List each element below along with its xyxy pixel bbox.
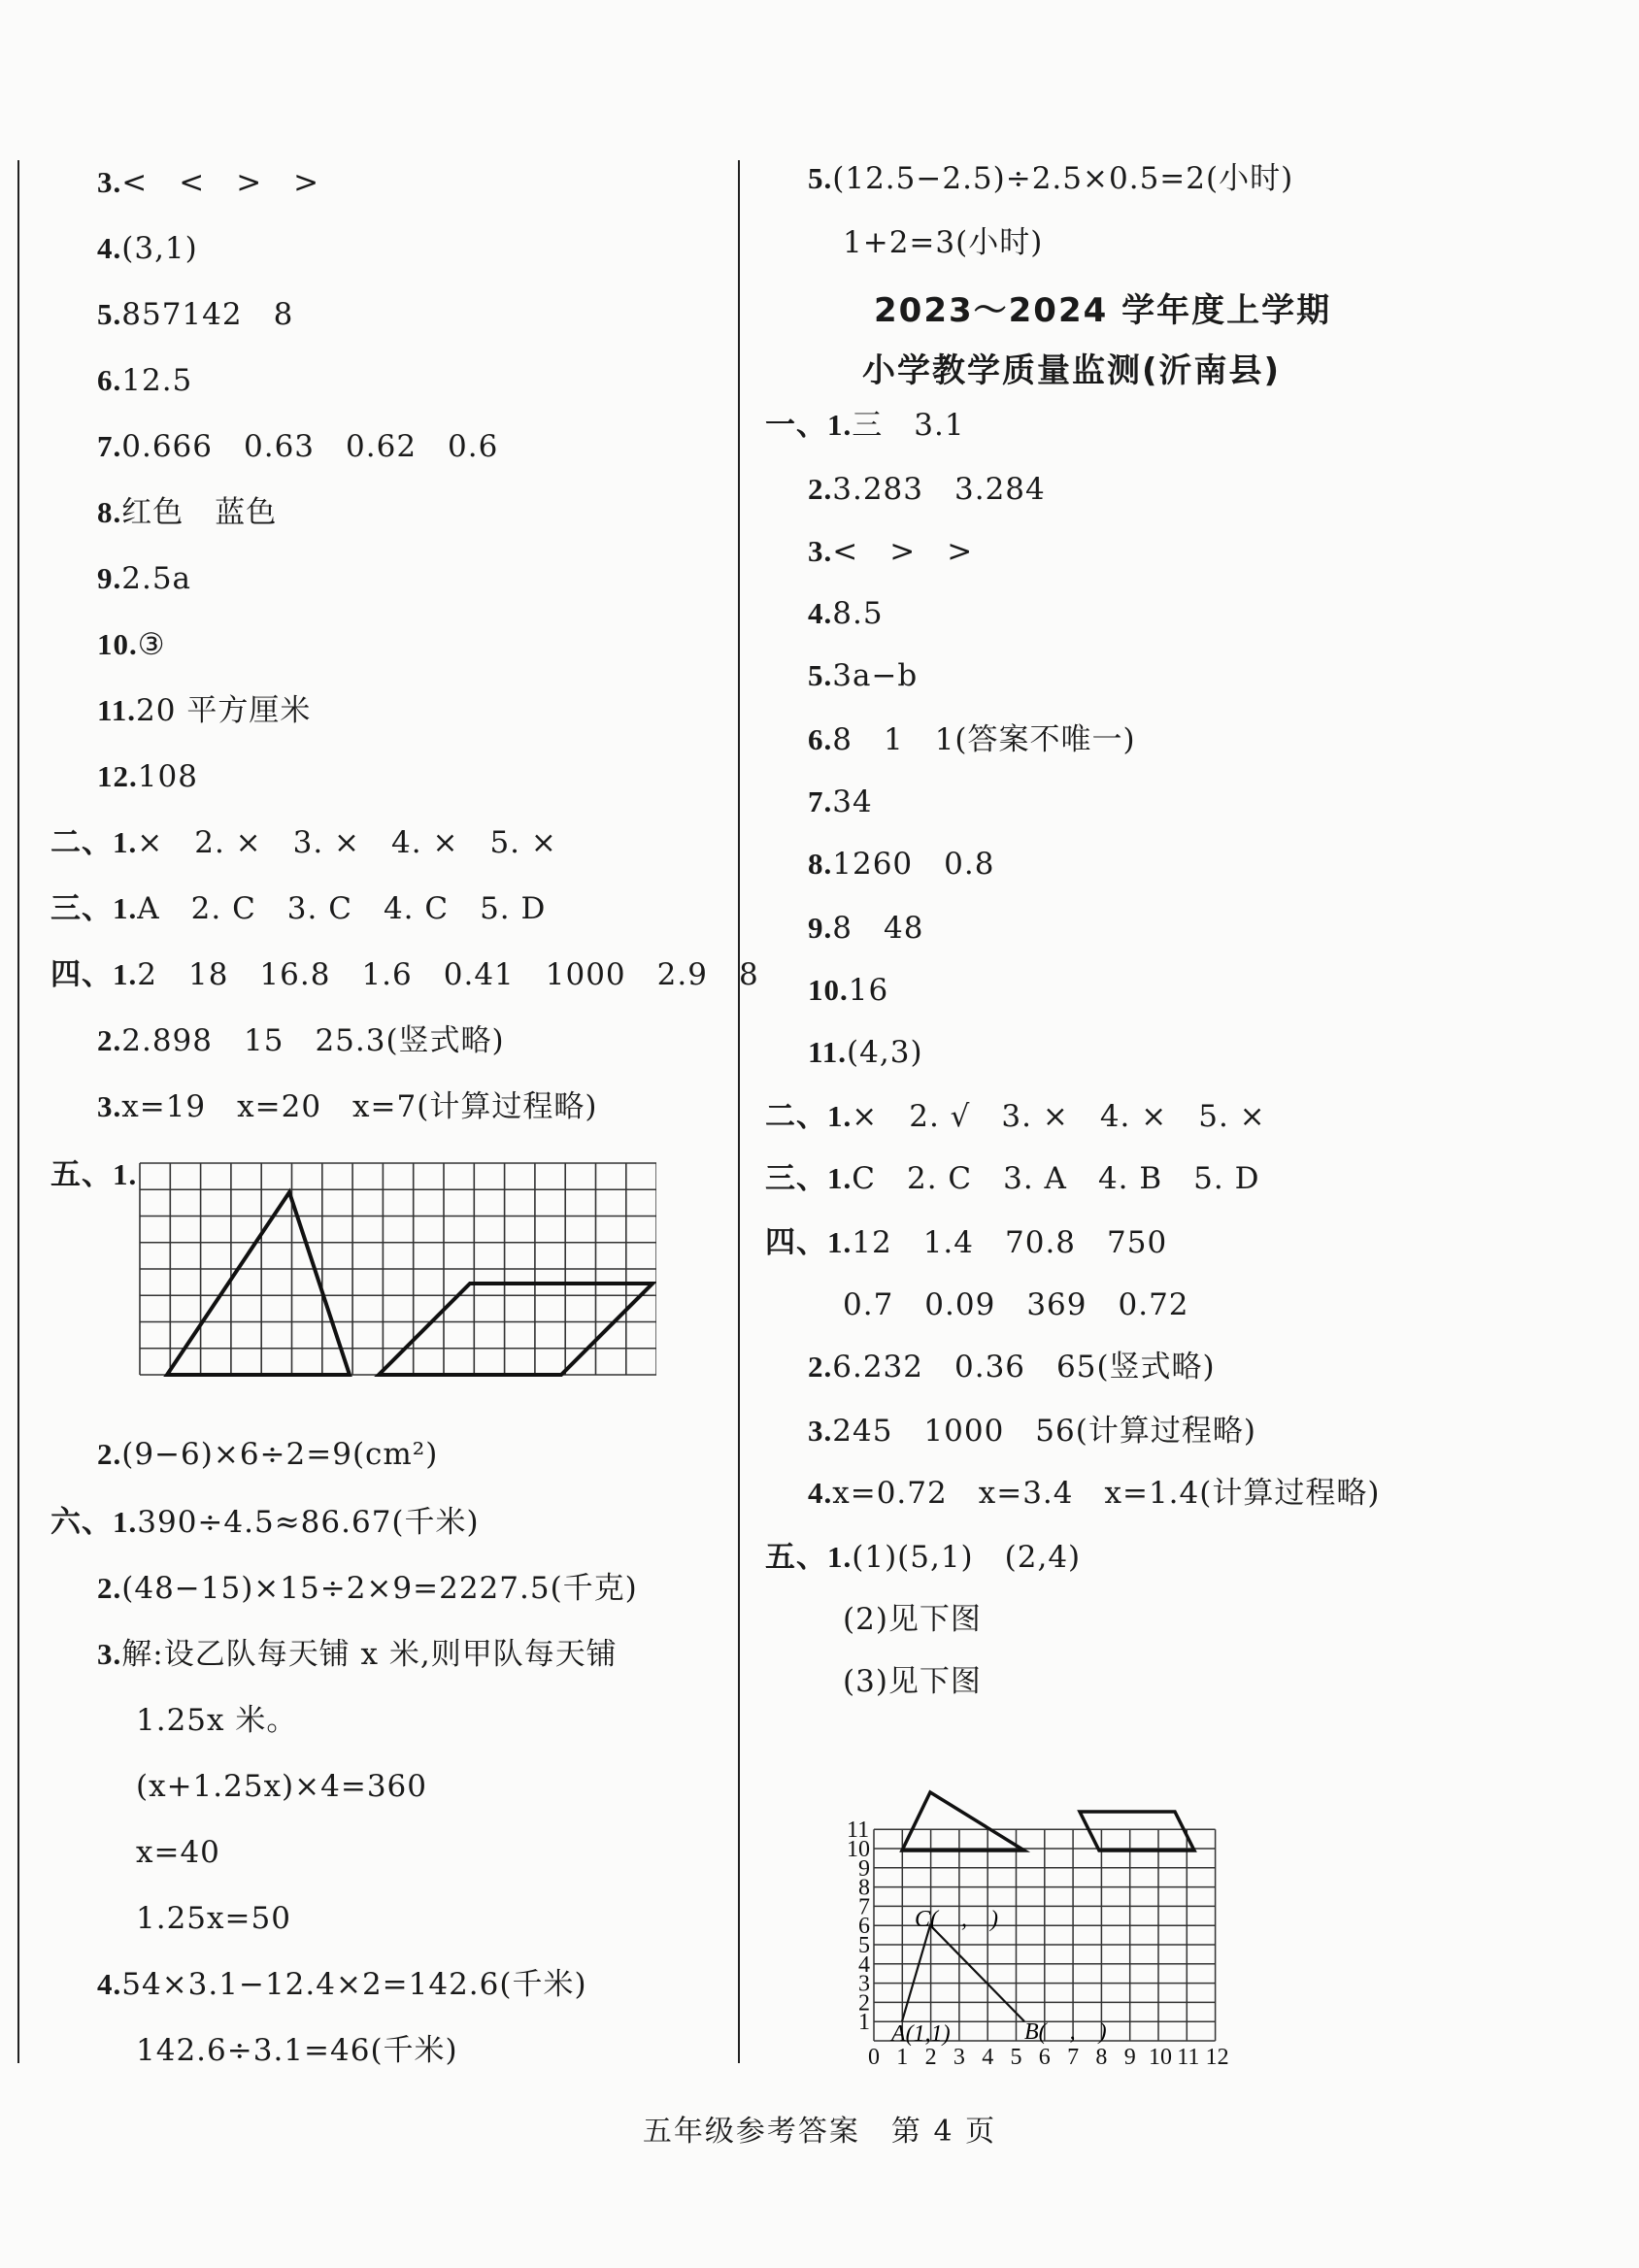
- x-tick-label: 1: [896, 2045, 909, 2070]
- answer-line: 4.(3,1): [97, 231, 198, 266]
- y-tick-label: 8: [858, 1875, 870, 1901]
- answer-line: 五、1.: [50, 1157, 138, 1191]
- y-tick-label: 9: [858, 1855, 870, 1882]
- answer-line: 1.25x 米。: [136, 1703, 298, 1738]
- y-tick-label: 11: [847, 1818, 870, 1844]
- y-tick-label: 5: [858, 1933, 870, 1958]
- answer-line: 8.1260 0.8: [808, 847, 995, 882]
- x-tick-label: 7: [1067, 2045, 1080, 2070]
- answer-line: 2.(9−6)×6÷2=9(cm²): [97, 1437, 439, 1472]
- x-tick-label: 9: [1123, 2045, 1136, 2070]
- answer-line: 10.③: [97, 627, 166, 662]
- y-tick-label: 4: [858, 1951, 870, 1978]
- parallelogram-shape: [379, 1284, 652, 1375]
- x-tick-label: 4: [982, 2045, 994, 2070]
- answer-line: 3.245 1000 56(计算过程略): [808, 1414, 1256, 1449]
- answer-line: 3.解:设乙队每天铺 x 米,则甲队每天铺: [97, 1637, 618, 1672]
- answer-line: 5.(12.5−2.5)÷2.5×0.5=2(小时): [808, 161, 1294, 196]
- answer-line: 6.8 1 1(答案不唯一): [808, 722, 1136, 757]
- point-b-label: B( , ): [1024, 2019, 1107, 2045]
- x-tick-label: 10: [1149, 2045, 1172, 2070]
- answer-line: 4.x=0.72 x=3.4 x=1.4(计算过程略): [808, 1476, 1381, 1511]
- y-tick-label: 6: [858, 1914, 870, 1940]
- answer-line: 二、1.× 2. × 3. × 4. × 5. ×: [50, 825, 557, 860]
- y-tick-label: 7: [858, 1894, 870, 1920]
- answer-line: 10.16: [808, 973, 889, 1008]
- answer-line: 3.< < > >: [97, 165, 320, 200]
- graph-triangle-abc: [902, 1925, 1024, 2021]
- answer-line: 11.(4,3): [808, 1035, 923, 1070]
- x-tick-label: 11: [1177, 2045, 1200, 2070]
- answer-line: 六、1.390÷4.5≈86.67(千米): [50, 1505, 480, 1540]
- answer-line: 4.54×3.1−12.4×2=142.6(千米): [97, 1967, 587, 2002]
- answer-line: 3.< > >: [808, 534, 974, 569]
- x-tick-label: 3: [953, 2045, 965, 2070]
- y-tick-label: 1: [858, 2010, 870, 2036]
- answer-line: 11.20 平方厘米: [97, 693, 312, 728]
- answer-line: 5.3a−b: [808, 658, 919, 693]
- answer-line: 5.857142 8: [97, 297, 294, 332]
- answer-line: 3.x=19 x=20 x=7(计算过程略): [97, 1089, 598, 1124]
- answer-line: 2.2.898 15 25.3(竖式略): [97, 1023, 505, 1058]
- answer-line: 12.108: [97, 759, 198, 794]
- x-tick-label: 2: [924, 2045, 937, 2070]
- answer-line: 三、1.A 2. C 3. C 4. C 5. D: [50, 891, 547, 926]
- section-heading-year: 2023～2024 学年度上学期: [874, 291, 1332, 330]
- answer-line: (3)见下图: [843, 1664, 982, 1699]
- answer-line: 9.8 48: [808, 911, 924, 946]
- answer-line: 五、1.(1)(5,1) (2,4): [765, 1540, 1082, 1575]
- x-tick-label: 5: [1010, 2045, 1022, 2070]
- y-tick-label: 3: [858, 1971, 870, 1997]
- answer-line: 2.(48−15)×15÷2×9=2227.5(千克): [97, 1571, 638, 1606]
- answer-line: x=40: [136, 1835, 220, 1870]
- section-heading-title: 小学教学质量监测(沂南县): [862, 351, 1282, 390]
- triangle-parallelogram-grid: [138, 1161, 656, 1404]
- column-divider: [738, 160, 740, 2063]
- x-tick-label: 0: [868, 2045, 880, 2070]
- answer-line: 二、1.× 2. √ 3. × 4. × 5. ×: [765, 1099, 1266, 1134]
- answer-line: 8.红色 蓝色: [97, 495, 278, 530]
- answer-line: 1+2=3(小时): [843, 225, 1044, 260]
- x-tick-label: 8: [1095, 2045, 1108, 2070]
- answer-line: 四、1.12 1.4 70.8 750: [765, 1225, 1168, 1260]
- answer-line: 三、1.C 2. C 3. A 4. B 5. D: [765, 1161, 1260, 1196]
- answer-line: 1.25x=50: [136, 1901, 291, 1936]
- x-tick-label: 6: [1038, 2045, 1051, 2070]
- x-tick-label: 12: [1205, 2045, 1229, 2070]
- answer-line: (2)见下图: [843, 1602, 982, 1637]
- answer-line: 7.34: [808, 784, 873, 819]
- answer-line: 四、1.2 18 16.8 1.6 0.41 1000 2.9 8: [50, 957, 759, 992]
- left-margin-rule: [17, 160, 19, 2063]
- point-a-label: A(1,1): [891, 2021, 951, 2047]
- y-tick-label: 2: [858, 1990, 870, 2017]
- y-tick-label: 10: [847, 1837, 870, 1862]
- answer-line: 7.0.666 0.63 0.62 0.6: [97, 429, 499, 464]
- answer-line: 2.3.283 3.284: [808, 472, 1046, 507]
- answer-line: (x+1.25x)×4=360: [136, 1769, 427, 1804]
- coordinate-graph: [837, 1718, 1264, 2078]
- answer-line: 9.2.5a: [97, 561, 192, 596]
- answer-line: 4.8.5: [808, 596, 884, 631]
- answer-line: 0.7 0.09 369 0.72: [843, 1287, 1189, 1322]
- answer-line: 6.12.5: [97, 363, 193, 398]
- answer-line: 2.6.232 0.36 65(竖式略): [808, 1350, 1216, 1384]
- answer-line: 一、1.三 3.1: [765, 408, 965, 443]
- point-c-label: C( , ): [915, 1907, 998, 1932]
- graph-triangle: [902, 1792, 1024, 1851]
- page-footer: 五年级参考答案 第 4 页: [642, 2115, 997, 2149]
- graph-parallelogram: [1080, 1812, 1194, 1851]
- answer-line: 142.6÷3.1=46(千米): [136, 2033, 458, 2068]
